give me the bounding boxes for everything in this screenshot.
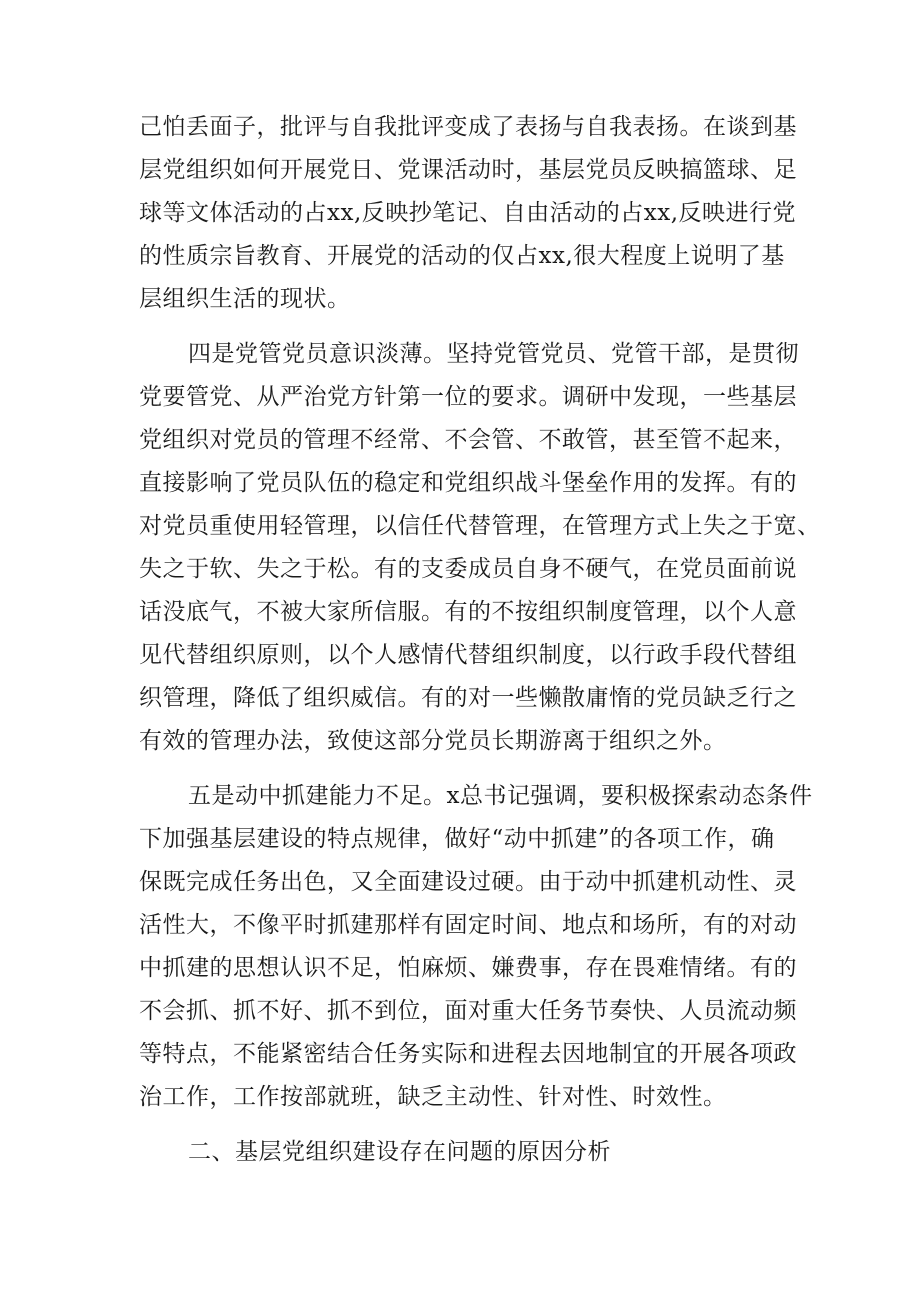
text-line: 有效的管理办法，致使这部分党员长期游离于组织之外。 [139,728,727,754]
text-line: 球等文体活动的占xx,反映抄笔记、自由活动的占xx,反映进行党 [139,200,797,226]
text-line: 保既完成任务出色，又全面建设过硬。由于动中抓建机动性、灵 [139,869,797,895]
text-line: 治工作，工作按部就班，缺乏主动性、针对性、时效性。 [139,1084,727,1110]
text-line: 四是党管党员意识淡薄。坚持党管党员、党管干部，是贯彻 [188,341,799,367]
text-line: 活性大，不像平时抓建那样有固定时间、地点和场所，有的对动 [139,912,797,938]
text-line: 党组织对党员的管理不经常、不会管、不敢管，甚至管不起来， [139,427,797,453]
text-line: 五是动中抓建能力不足。x总书记强调，要积极探索动态条件 [188,783,813,809]
text-line: 己怕丢面子，批评与自我批评变成了表扬与自我表扬。在谈到基 [139,114,797,140]
text-line: 的性质宗旨教育、开展党的活动的仅占xx,很大程度上说明了基 [139,243,785,269]
text-line: 见代替组织原则，以个人感情代替组织制度，以行政手段代替组 [139,642,797,668]
text-line: 党要管党、从严治党方针第一位的要求。调研中发现，一些基层 [139,384,797,410]
text-line: 中抓建的思想认识不足，怕麻烦、嫌费事，存在畏难情绪。有的 [139,955,797,981]
text-line: 层党组织如何开展党日、党课活动时，基层党员反映搞篮球、足 [139,157,797,183]
text-line: 层组织生活的现状。 [139,286,351,312]
text-line: 下加强基层建设的特点规律，做好“动中抓建”的各项工作，确 [139,826,775,852]
text-line: 对党员重使用轻管理，以信任代替管理，在管理方式上失之于宽、 [139,513,821,539]
section-heading: 二、基层党组织建设存在问题的原因分析 [188,1139,611,1165]
text-line: 失之于软、失之于松。有的支委成员自身不硬气，在党员面前说 [139,556,797,582]
text-line: 织管理，降低了组织威信。有的对一些懒散庸惰的党员缺乏行之 [139,685,797,711]
text-line: 话没底气，不被大家所信服。有的不按组织制度管理，以个人意 [139,599,797,625]
text-line: 直接影响了党员队伍的稳定和党组织战斗堡垒作用的发挥。有的 [139,470,797,496]
text-line: 等特点，不能紧密结合任务实际和进程去因地制宜的开展各项政 [139,1041,797,1067]
text-line: 不会抓、抓不好、抓不到位，面对重大任务节奏快、人员流动频 [139,998,797,1024]
